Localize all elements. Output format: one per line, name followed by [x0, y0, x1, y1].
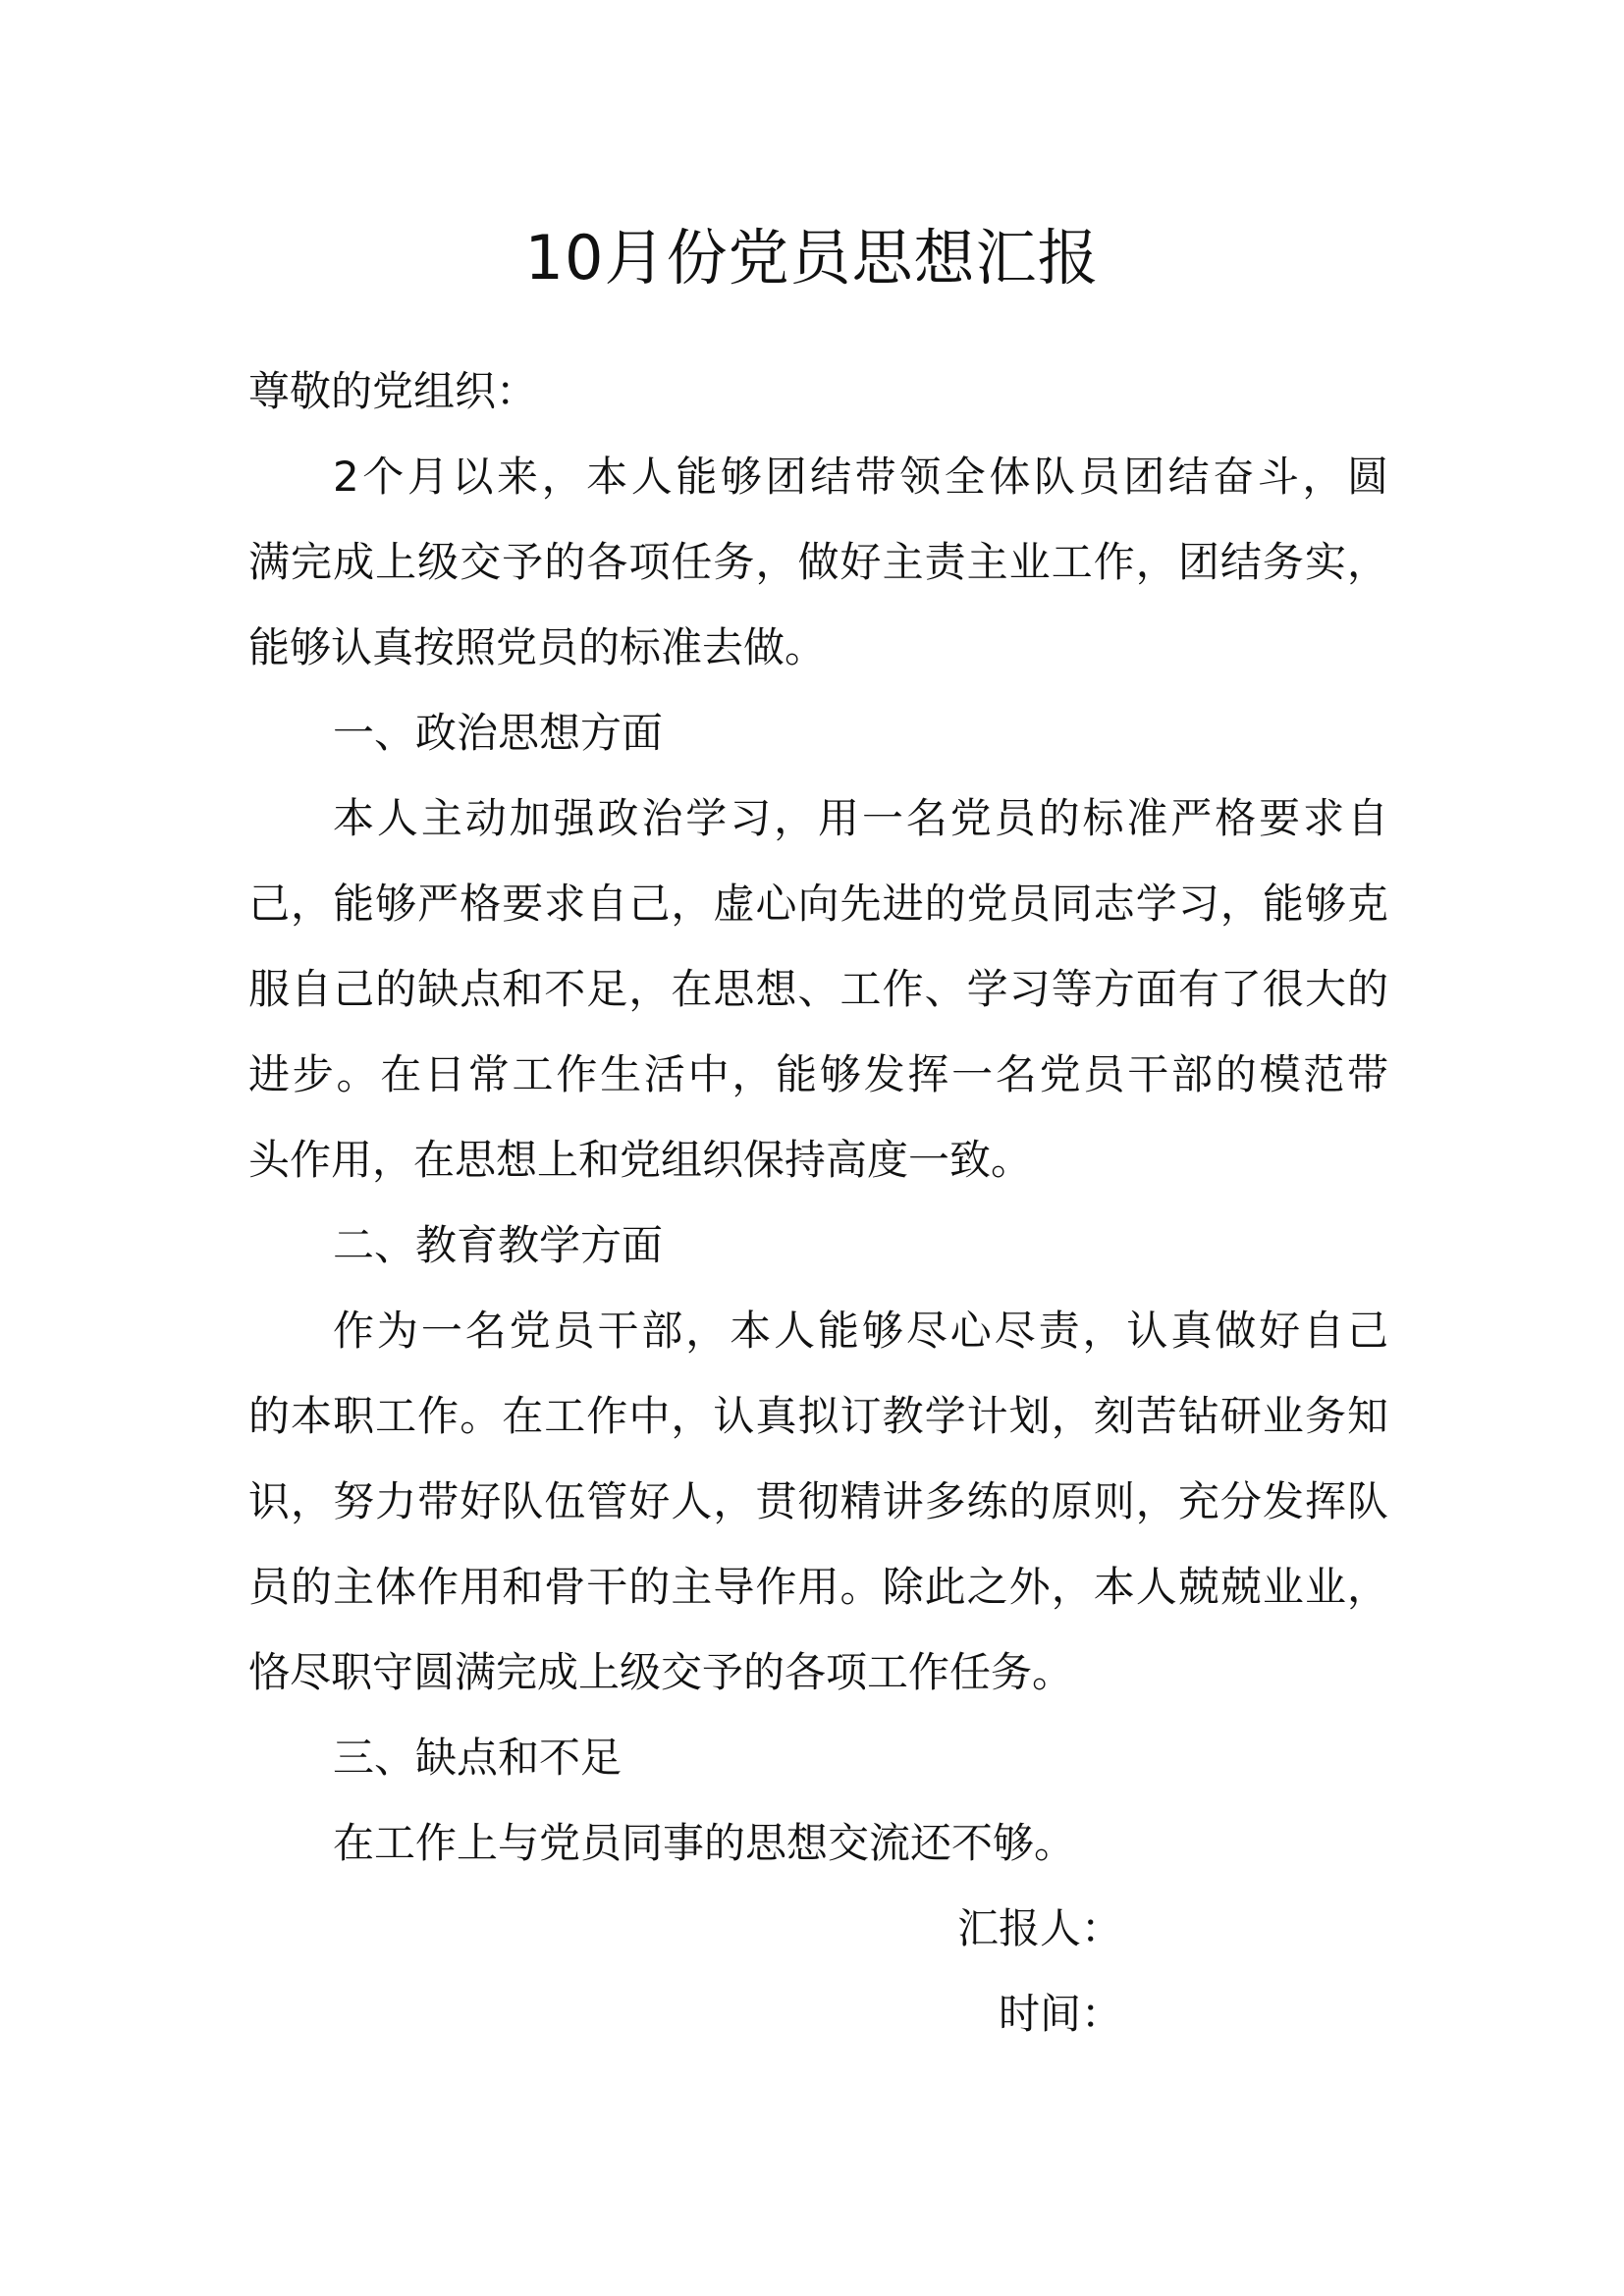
signature-reporter-label: 汇报人：: [956, 1904, 1122, 1952]
section-heading-education: 二、教育教学方面: [333, 1221, 664, 1269]
document-title: 10月份党员思想汇报: [524, 222, 1100, 294]
section2-line: 员的主体作用和骨干的主导作用。除此之外，本人兢兢业业，: [248, 1563, 1388, 1611]
section2-line: 的本职工作。在工作中，认真拟订教学计划，刻苦钻研业务知: [248, 1392, 1388, 1440]
section1-line: 头作用，在思想上和党组织保持高度一致。: [248, 1136, 1033, 1184]
intro-line: 2个月以来，本人能够团结带领全体队员团结奋斗，圆: [333, 453, 1388, 501]
section1-line: 进步。在日常工作生活中，能够发挥一名党员干部的模范带: [248, 1050, 1388, 1098]
intro-line: 满完成上级交予的各项任务，做好主责主业工作，团结务实，: [248, 538, 1388, 586]
signature-date-label: 时间：: [998, 1990, 1122, 2038]
section-heading-politics: 一、政治思想方面: [333, 709, 664, 757]
section1-line: 己，能够严格要求自己，虚心向先进的党员同志学习，能够克: [248, 880, 1388, 928]
section2-line: 识，努力带好队伍管好人，贯彻精讲多练的原则，充分发挥队: [248, 1477, 1388, 1525]
section-heading-shortcomings: 三、缺点和不足: [333, 1734, 623, 1782]
section2-line: 恪尽职守圆满完成上级交予的各项工作任务。: [248, 1648, 1074, 1696]
salutation: 尊敬的党组织：: [248, 367, 538, 415]
section1-line: 服自己的缺点和不足，在思想、工作、学习等方面有了很大的: [248, 965, 1388, 1013]
intro-line: 能够认真按照党员的标准去做。: [248, 623, 827, 671]
document-body: [248, 348, 1388, 2056]
section1-line: 本人主动加强政治学习，用一名党员的标准严格要求自: [333, 794, 1388, 842]
section3-line: 在工作上与党员同事的思想交流还不够。: [333, 1819, 1076, 1867]
section2-line: 作为一名党员干部，本人能够尽心尽责，认真做好自己: [333, 1307, 1388, 1355]
